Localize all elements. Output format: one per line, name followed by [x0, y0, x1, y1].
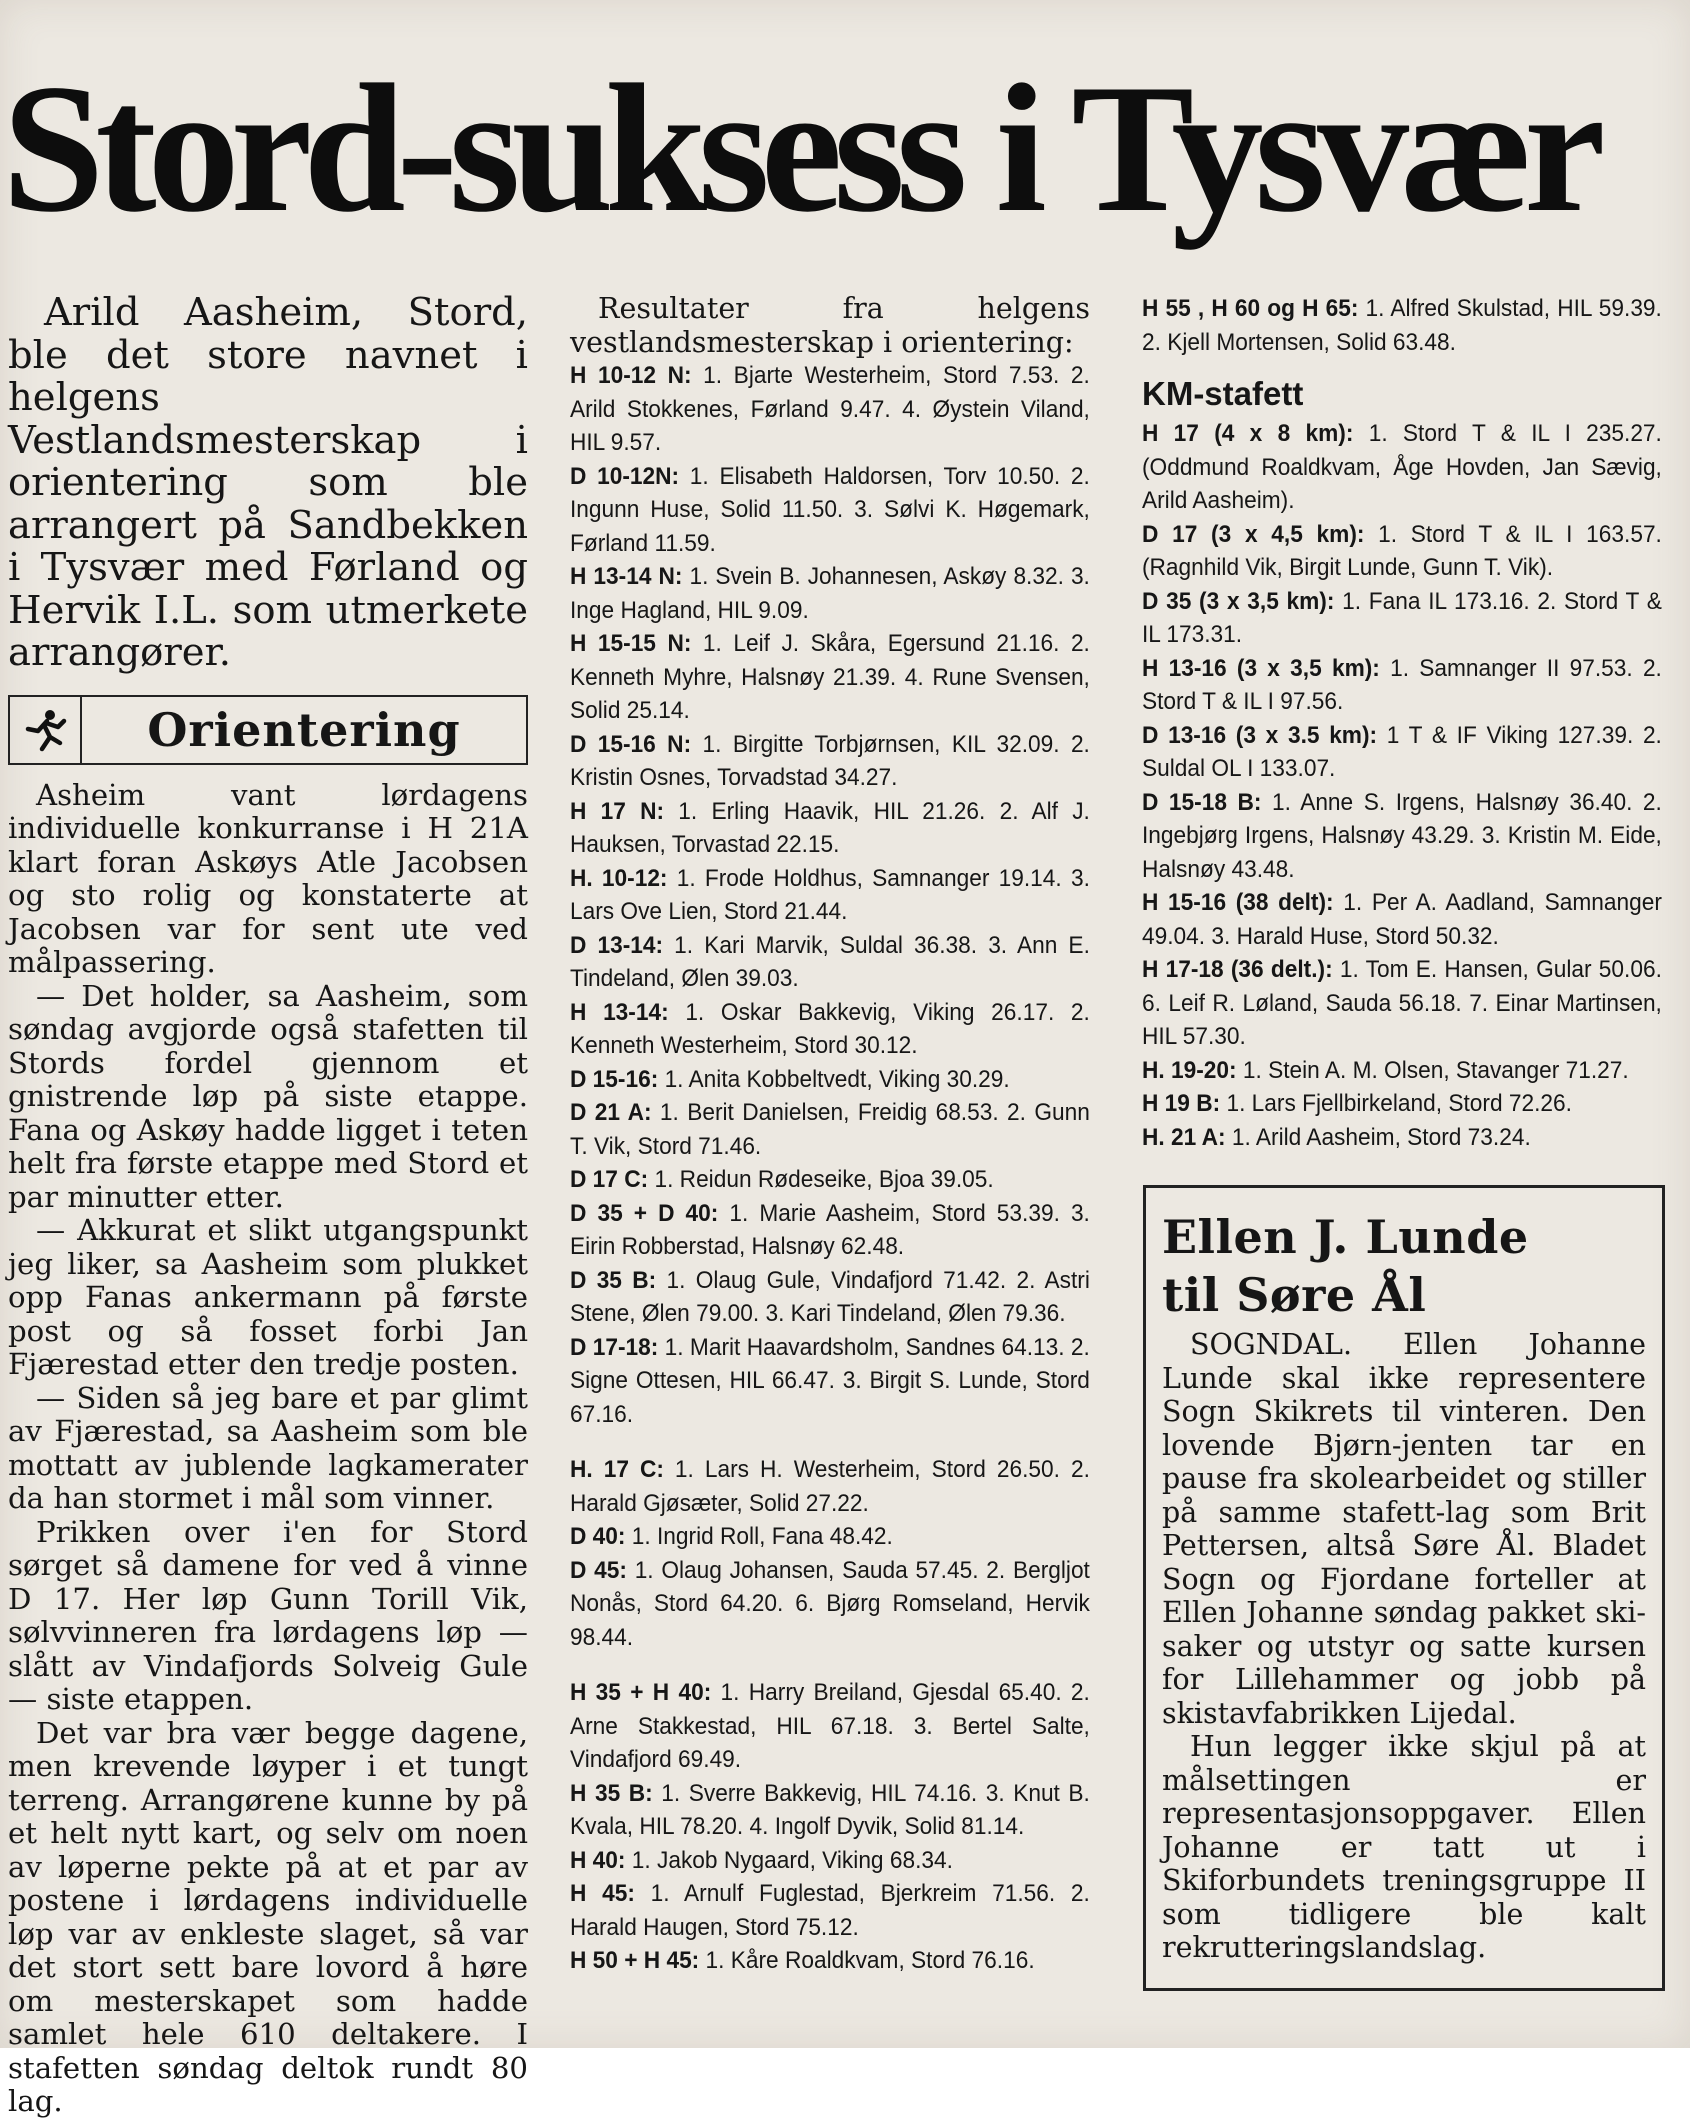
results-list	[1142, 417, 1662, 1154]
result-class: H 13-16 (3 x 3,5 km):	[1142, 654, 1380, 682]
result-class: H 17 N:	[570, 797, 665, 825]
result-entry	[1142, 719, 1662, 786]
result-class: H 35 B:	[570, 1779, 653, 1807]
result-text: 1. Lars Fjellbirkeland, Stord 72.26.	[1220, 1090, 1572, 1117]
result-text: 1. Harry Breiland, Gjesdal 65.40. 2. Arne Stakkestad, HIL 67.18. 3. Bertel Salte, Vindafjord 69.49.	[570, 1679, 1090, 1773]
result-class: H 10-12 N:	[570, 362, 692, 389]
result-class: H 15-16 (38 delt):	[1142, 889, 1334, 916]
result-text: 1. Sverre Bakkevig, HIL 74.16. 3. Knut B. Kvala, HIL 78.20. 4. Ingolf Dyvik, Solid 81.14.	[570, 1779, 1090, 1840]
sidebar-story-title	[1162, 1208, 1646, 1324]
result-entry	[570, 1844, 1090, 1878]
result-text: 1. Olaug Gule, Vindafjord 71.42. 2. Astri Stene, Ølen 79.00. 3. Kari Tindeland, Ølen 79.36.	[570, 1266, 1090, 1327]
result-class: H. 21 A:	[1142, 1123, 1226, 1151]
results-intro: Resultater fra helgens vestlandsmesterskap i orientering:	[570, 292, 1090, 359]
result-text: 1. Bjarte Westerheim, Stord 7.53. 2. Arild Stokkenes, Førland 9.47. 4. Øystein Viland, HIL 9.57.	[570, 362, 1090, 456]
result-text: 1. Olaug Johansen, Sauda 57.45. 2. Bergljot Nonås, Stord 64.20. 6. Bjørg Romseland, Hervik 98.44.	[570, 1556, 1090, 1651]
result-entry	[570, 728, 1090, 795]
result-class: D 15-16:	[570, 1065, 659, 1093]
result-text: 1. Ingrid Roll, Fana 48.42.	[625, 1523, 893, 1550]
result-entry	[570, 1331, 1090, 1432]
result-text: 1. Per A. Aadland, Samnanger 49.04. 3. Harald Huse, Stord 50.32.	[1142, 889, 1662, 950]
result-class: H 13-14 N:	[570, 563, 683, 590]
result-text: 1. Stord T & IL I 235.27. (Oddmund Roaldkvam, Åge Hovden, Jan Sævig, Arild Aasheim).	[1142, 420, 1662, 514]
result-text: 1. Lars H. Westerheim, Stord 26.50. 2. Harald Gjøsæter, Solid 27.22.	[570, 1456, 1090, 1517]
section-rubric	[8, 695, 528, 765]
result-text: 1. Kari Marvik, Suldal 36.38. 3. Ann E. Tindeland, Ølen 39.03.	[570, 931, 1090, 992]
body-paragraph: Prikken over i'en for Stord sørget så damene for ved å vinne D 17. Her løp Gunn Torill Vik, sølvvinneren fra lørdagens løp — slått av Vindafjords Solveig Gule — siste etappen.	[8, 1514, 528, 1716]
result-entry	[570, 1163, 1090, 1197]
article-body	[8, 779, 528, 2119]
result-text: 1. Anita Kobbeltvedt, Viking 30.29.	[658, 1065, 1010, 1093]
result-text: 1. Marie Aasheim, Stord 53.39. 3. Eirin Robberstad, Halsnøy 62.48.	[570, 1199, 1090, 1260]
result-text: 1. Jakob Nygaard, Viking 68.34.	[625, 1846, 953, 1874]
result-entry	[570, 1944, 1090, 1978]
result-text: 1 T & IF Viking 127.39. 2. Suldal OL I 133.07.	[1142, 721, 1662, 782]
result-entry	[570, 1877, 1090, 1944]
result-class: D 17-18:	[570, 1333, 659, 1361]
result-text: 1. Stein A. M. Olsen, Stavanger 71.27.	[1236, 1056, 1629, 1084]
result-text: 1. Oskar Bakkevig, Viking 26.17. 2. Kenneth Westerheim, Stord 30.12.	[570, 998, 1090, 1059]
result-class: H 50 + H 45:	[570, 1947, 700, 1974]
result-class: D 17 C:	[570, 1166, 649, 1193]
result-class: H 40:	[570, 1846, 626, 1874]
result-class: D 10-12N:	[570, 462, 680, 490]
result-entry	[570, 1676, 1090, 1777]
result-entry	[570, 929, 1090, 996]
article-column	[8, 292, 528, 2119]
result-entry	[570, 1520, 1090, 1554]
result-text: 1. Leif J. Skåra, Egersund 21.16. 2. Kenneth Myhre, Halsnøy 21.39. 4. Rune Svensen, Solid 25.14.	[570, 630, 1090, 724]
lead-text: Arild Aasheim, Stord, ble det store navnet i helgens Vestlandsmesterskap i orientering som ble arrangert på Sandbekken i Tysvær med Førland og Hervik I.L. som utmerkete arrangører.	[8, 290, 528, 675]
result-class: D 15-18 B:	[1142, 788, 1262, 816]
result-entry	[1142, 886, 1662, 953]
result-entry	[570, 460, 1090, 561]
headline: Stord-suksess i Tysvær	[2, 46, 1597, 250]
result-class: H 15-15 N:	[570, 630, 692, 657]
result-entry	[1142, 518, 1662, 585]
result-class: H 55 , H 60 og H 65:	[1142, 295, 1359, 322]
result-class: H 13-14:	[570, 998, 669, 1026]
runner-icon	[10, 697, 82, 763]
result-class: H 17-18 (36 delt.):	[1142, 956, 1333, 983]
result-text: 1. Arnulf Fuglestad, Bjerkreim 71.56. 2. Harald Haugen, Stord 75.12.	[570, 1880, 1090, 1941]
result-entry	[570, 1063, 1090, 1097]
result-entry	[570, 996, 1090, 1063]
results-list	[570, 1676, 1090, 1978]
result-entry	[570, 1777, 1090, 1844]
result-text: 1. Kåre Roaldkvam, Stord 76.16.	[699, 1947, 1035, 1974]
result-text: 1. Tom E. Hansen, Gular 50.06. 6. Leif R. Løland, Sauda 56.18. 7. Einar Martinsen, HIL 57.30.	[1142, 956, 1662, 1050]
result-class: H. 19-20:	[1142, 1056, 1237, 1084]
result-text: 1. Erling Haavik, HIL 21.26. 2. Alf J. Hauksen, Torvastad 22.15.	[570, 797, 1090, 858]
result-entry	[1142, 292, 1662, 359]
result-entry	[1142, 652, 1662, 719]
result-entry	[570, 560, 1090, 627]
result-class: H 45:	[570, 1880, 635, 1907]
result-entry	[1142, 417, 1662, 518]
result-text: 1. Frode Holdhus, Samnanger 19.14. 3. Lars Ove Lien, Stord 21.44.	[570, 864, 1090, 925]
result-entry	[570, 1453, 1090, 1520]
result-class: D 21 A:	[570, 1099, 652, 1126]
sidebar-paragraph: SOGNDAL. Ellen Johanne Lunde skal ikke representere Sogn Skikrets til vinteren. Den lovende Bjørn-jenten tar en pause fra skolearbeidet og stiller på samme stafett-lag som Brit Pettersen, altså Søre Ål. Bladet Sogn og Fjordane forteller at Ellen Johanne søndag pakket ski-saker og utstyr og satte kursen for Lillehammer og jobb på skistavfabrikken Lijedal.	[1162, 1328, 1646, 1730]
result-text: 1. Reidun Rødeseike, Bjoa 39.05.	[648, 1166, 994, 1193]
result-entry	[570, 1096, 1090, 1163]
result-entry	[1142, 585, 1662, 652]
result-class: D 13-16 (3 x 3.5 km):	[1142, 721, 1378, 749]
result-class: D 15-16 N:	[570, 730, 692, 758]
result-entry	[570, 1197, 1090, 1264]
body-paragraph: — Akkurat et slikt utgangspunkt jeg liker, sa Aasheim som plukket opp Fanas ankermann på første post og så fosset forbi Jan Fjærestad etter den tredje posten.	[8, 1213, 528, 1381]
result-entry	[570, 1554, 1090, 1655]
result-text: 1. Svein B. Johannesen, Askøy 8.32. 3. Inge Hagland, HIL 9.09.	[570, 563, 1090, 624]
body-paragraph: — Det holder, sa Aasheim, som søndag avgjorde også stafetten til Stords fordel gjennom et gnistrende løp på siste etappe. Fana og Askøy hadde ligget i teten helt fra første etappe med Stord et par minutter etter.	[8, 978, 528, 1214]
lead-paragraph	[8, 292, 528, 675]
result-text: 1. Berit Danielsen, Freidig 68.53. 2. Gunn T. Vik, Stord 71.46.	[570, 1099, 1090, 1160]
result-entry	[570, 795, 1090, 862]
result-class: D 35 (3 x 3,5 km):	[1142, 587, 1335, 615]
result-entry	[570, 1264, 1090, 1331]
results-column	[570, 292, 1090, 1978]
result-entry	[570, 359, 1090, 460]
result-class: H 35 + H 40:	[570, 1679, 712, 1706]
result-class: D 35 + D 40:	[570, 1199, 719, 1227]
results-list	[1142, 292, 1662, 359]
result-text: 1. Stord T & IL I 163.57. (Ragnhild Vik, Birgit Lunde, Gunn T. Vik).	[1142, 520, 1662, 581]
result-class: D 13-14:	[570, 931, 664, 959]
result-text: 1. Birgitte Torbjørnsen, KIL 32.09. 2. Kristin Osnes, Torvadstad 34.27.	[570, 730, 1090, 791]
results-column-right	[1142, 292, 1662, 1154]
body-paragraph: Det var bra vær begge dagene, men krevende løyper i et tungt terreng. Arrangørene kunne by på et helt nytt kart, og selv om noen av løperne pekte på at et par av postene i lørdagens individuelle løp var av enkleste slaget, så var det stort sett bare lovord å høre om mesterskapet som hadde samlet hele 610 deltakere. I stafetten søndag deltok rundt 80 lag.	[8, 1715, 528, 2118]
body-paragraph: — Siden så jeg bare et par glimt av Fjærestad, sa Aasheim som ble mottatt av jublende lagkamerater da han stormet i mål som vinner.	[8, 1380, 528, 1515]
result-text: 1. Arild Aasheim, Stord 73.24.	[1225, 1123, 1531, 1151]
result-text: 1. Samnanger II 97.53. 2. Stord T & IL I 97.56.	[1142, 654, 1662, 715]
sidebar-title-line: Ellen J. Lunde	[1162, 1210, 1529, 1264]
result-class: H 19 B:	[1142, 1090, 1221, 1117]
result-class: H. 10-12:	[570, 864, 668, 892]
results-list	[570, 1453, 1090, 1654]
result-class: H. 17 C:	[570, 1456, 664, 1483]
result-class: D 45:	[570, 1556, 627, 1584]
result-text: 1. Anne S. Irgens, Halsnøy 36.40. 2. Ingebjørg Irgens, Halsnøy 43.29. 3. Kristin M. Eide, Halsnøy 43.48.	[1142, 788, 1662, 883]
body-paragraph: Asheim vant lørdagens individuelle konkurranse i H 21A klart foran Askøys Atle Jacobsen og sto rolig og konstaterte at Jacobsen var for sent ute ved målpassering.	[8, 777, 528, 979]
relay-heading: KM-stafett	[1142, 375, 1304, 412]
rubric-label: Orientering	[147, 702, 461, 757]
sidebar-paragraph: Hun legger ikke skjul på at målsettingen er representasjonsoppgaver. Ellen Johanne er tatt ut i Skiforbundets treningsgruppe II som tidligere ble kalt rekrutteringslandslag.	[1162, 1730, 1646, 1964]
result-entry	[1142, 1121, 1662, 1155]
result-entry	[1142, 786, 1662, 887]
result-entry	[1142, 1054, 1662, 1088]
result-text: 1. Fana IL 173.16. 2. Stord T & IL 173.31.	[1142, 587, 1662, 648]
result-class: D 35 B:	[570, 1266, 657, 1294]
result-entry	[1142, 953, 1662, 1054]
sidebar-story	[1143, 1185, 1665, 1991]
result-entry	[1142, 1087, 1662, 1121]
sidebar-title-line: til Søre Ål	[1162, 1268, 1427, 1322]
results-list	[570, 359, 1090, 1431]
result-class: D 17 (3 x 4,5 km):	[1142, 520, 1365, 548]
result-class: H 17 (4 x 8 km):	[1142, 420, 1354, 447]
result-text: 1. Elisabeth Haldorsen, Torv 10.50. 2. Ingunn Huse, Solid 11.50. 3. Sølvi K. Høgemark, Førland 11.59.	[570, 462, 1090, 557]
result-entry	[570, 627, 1090, 728]
result-text: 1. Alfred Skulstad, HIL 59.39. 2. Kjell Mortensen, Solid 63.48.	[1142, 295, 1662, 356]
result-text: 1. Marit Haavardsholm, Sandnes 64.13. 2. Signe Ottesen, HIL 66.47. 3. Birgit S. Lunde, Stord 67.16.	[570, 1333, 1090, 1428]
result-entry	[570, 862, 1090, 929]
result-class: D 40:	[570, 1523, 626, 1550]
